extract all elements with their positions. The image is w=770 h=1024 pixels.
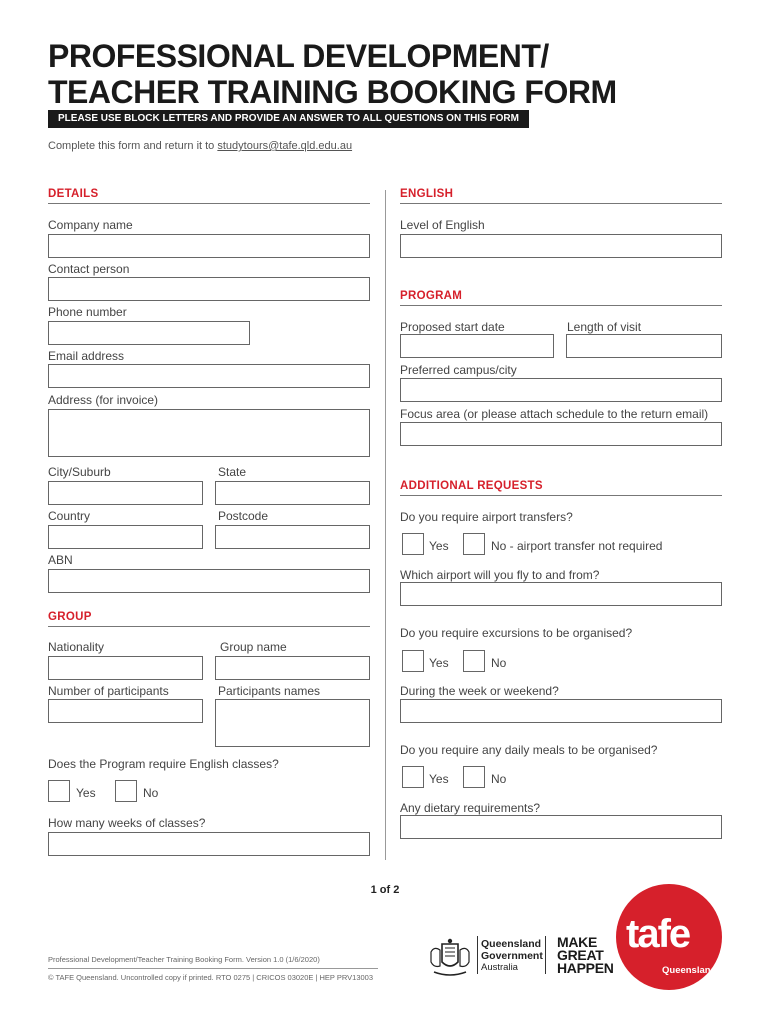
english-classes-yes-label: Yes bbox=[76, 786, 96, 800]
english-rule bbox=[400, 203, 722, 204]
participants-names-label: Participants names bbox=[218, 684, 321, 698]
email-label: Email address bbox=[48, 349, 125, 363]
airport-yes-checkbox[interactable] bbox=[402, 533, 424, 555]
slogan-line-2: GREAT bbox=[557, 947, 604, 963]
qld-gov-wordmark bbox=[481, 938, 543, 974]
state-input[interactable] bbox=[215, 481, 370, 505]
weeks-label: How many weeks of classes? bbox=[48, 816, 206, 830]
address-label: Address (for invoice) bbox=[48, 393, 159, 407]
start-date-label: Proposed start date bbox=[400, 320, 505, 334]
nationality-input[interactable] bbox=[48, 656, 203, 680]
tafe-wordmark: tafe bbox=[626, 912, 690, 956]
excursions-no-checkbox[interactable] bbox=[463, 650, 485, 672]
postcode-input[interactable] bbox=[215, 525, 370, 549]
additional-rule bbox=[400, 495, 722, 496]
dietary-input[interactable] bbox=[400, 815, 722, 839]
participants-names-input[interactable] bbox=[215, 699, 370, 747]
group-name-label: Group name bbox=[220, 640, 287, 654]
abn-input[interactable] bbox=[48, 569, 370, 593]
meals-no-checkbox[interactable] bbox=[463, 766, 485, 788]
intro-text bbox=[48, 140, 352, 152]
airport-no-checkbox[interactable] bbox=[463, 533, 485, 555]
state-label: State bbox=[218, 465, 247, 479]
airport-question: Do you require airport transfers? bbox=[400, 510, 573, 524]
phone-label: Phone number bbox=[48, 305, 127, 319]
footer-rule bbox=[48, 968, 378, 969]
group-heading: GROUP bbox=[48, 611, 92, 623]
details-rule bbox=[48, 203, 370, 204]
start-date-input[interactable] bbox=[400, 334, 554, 358]
excursions-yes-checkbox[interactable] bbox=[402, 650, 424, 672]
excursions-no-label: No bbox=[491, 656, 507, 670]
instruction-banner: PLEASE USE BLOCK LETTERS AND PROVIDE AN ANSWER TO ALL QUESTIONS ON THIS FORM bbox=[48, 110, 529, 128]
crest-divider bbox=[477, 936, 478, 974]
make-great-happen-slogan bbox=[557, 936, 614, 975]
focus-label: Focus area (or please attach schedule to the return email) bbox=[400, 407, 709, 421]
group-rule bbox=[48, 626, 370, 627]
meals-no-label: No bbox=[491, 772, 507, 786]
english-classes-yes-checkbox[interactable] bbox=[48, 780, 70, 802]
country-label: Country bbox=[48, 509, 91, 523]
title-line-2: TEACHER TRAINING BOOKING FORM bbox=[48, 74, 617, 110]
qg-line-2: Government bbox=[481, 950, 543, 962]
weeks-input[interactable] bbox=[48, 832, 370, 856]
english-classes-question: Does the Program require English classes? bbox=[48, 757, 279, 771]
qg-line-3: Australia bbox=[481, 962, 518, 973]
meals-yes-label: Yes bbox=[429, 772, 449, 786]
intro-prefix: Complete this form and return it to bbox=[48, 140, 218, 152]
tafe-logo bbox=[616, 884, 722, 990]
slogan-divider bbox=[545, 936, 546, 974]
english-classes-no-label: No bbox=[143, 786, 159, 800]
version-text: Professional Development/Teacher Training Booking Form. Version 1.0 (1/6/2020) bbox=[48, 955, 320, 964]
program-heading: PROGRAM bbox=[400, 290, 463, 302]
page-number: 1 of 2 bbox=[370, 884, 400, 896]
week-weekend-input[interactable] bbox=[400, 699, 722, 723]
email-link[interactable]: studytours@tafe.qld.edu.au bbox=[217, 140, 353, 152]
english-heading: ENGLISH bbox=[400, 188, 454, 200]
email-input[interactable] bbox=[48, 364, 370, 388]
contact-input[interactable] bbox=[48, 277, 370, 301]
meals-yes-checkbox[interactable] bbox=[402, 766, 424, 788]
slogan-line-1: MAKE bbox=[557, 934, 598, 950]
country-input[interactable] bbox=[48, 525, 203, 549]
which-airport-label: Which airport will you fly to and from? bbox=[400, 568, 600, 582]
city-label: City/Suburb bbox=[48, 465, 111, 479]
slogan-line-3: HAPPEN bbox=[557, 960, 614, 976]
company-label: Company name bbox=[48, 218, 133, 232]
participants-input[interactable] bbox=[48, 699, 203, 723]
english-classes-no-checkbox[interactable] bbox=[115, 780, 137, 802]
program-rule bbox=[400, 305, 722, 306]
tafe-subtitle: Queensland bbox=[662, 965, 717, 976]
group-name-input[interactable] bbox=[215, 656, 370, 680]
english-level-input[interactable] bbox=[400, 234, 722, 258]
participants-label: Number of participants bbox=[48, 684, 169, 698]
excursions-yes-label: Yes bbox=[429, 656, 449, 670]
contact-label: Contact person bbox=[48, 262, 130, 276]
campus-input[interactable] bbox=[400, 378, 722, 402]
airport-no-label: No - airport transfer not required bbox=[491, 539, 663, 553]
meals-question: Do you require any daily meals to be organised? bbox=[400, 743, 658, 757]
english-level-label: Level of English bbox=[400, 218, 485, 232]
address-input[interactable] bbox=[48, 409, 370, 457]
additional-heading: ADDITIONAL REQUESTS bbox=[400, 480, 543, 492]
title-line-1: PROFESSIONAL DEVELOPMENT/ bbox=[48, 38, 549, 74]
nationality-label: Nationality bbox=[48, 640, 105, 654]
phone-input[interactable] bbox=[48, 321, 250, 345]
campus-label: Preferred campus/city bbox=[400, 363, 517, 377]
queensland-crest-icon bbox=[428, 938, 472, 978]
length-label: Length of visit bbox=[567, 320, 642, 334]
form-title bbox=[48, 38, 617, 110]
column-divider bbox=[385, 190, 386, 860]
which-airport-input[interactable] bbox=[400, 582, 722, 606]
qg-line-1: Queensland bbox=[481, 938, 542, 950]
details-heading: DETAILS bbox=[48, 188, 99, 200]
dietary-label: Any dietary requirements? bbox=[400, 801, 541, 815]
city-input[interactable] bbox=[48, 481, 203, 505]
copyright-text: © TAFE Queensland. Uncontrolled copy if printed. RTO 0275 | CRICOS 03020E | HEP PRV13003 bbox=[48, 973, 374, 982]
airport-yes-label: Yes bbox=[429, 539, 449, 553]
company-input[interactable] bbox=[48, 234, 370, 258]
focus-input[interactable] bbox=[400, 422, 722, 446]
length-input[interactable] bbox=[566, 334, 722, 358]
abn-label: ABN bbox=[48, 553, 73, 567]
postcode-label: Postcode bbox=[218, 509, 269, 523]
week-weekend-label: During the week or weekend? bbox=[400, 684, 559, 698]
excursions-question: Do you require excursions to be organised? bbox=[400, 626, 633, 640]
